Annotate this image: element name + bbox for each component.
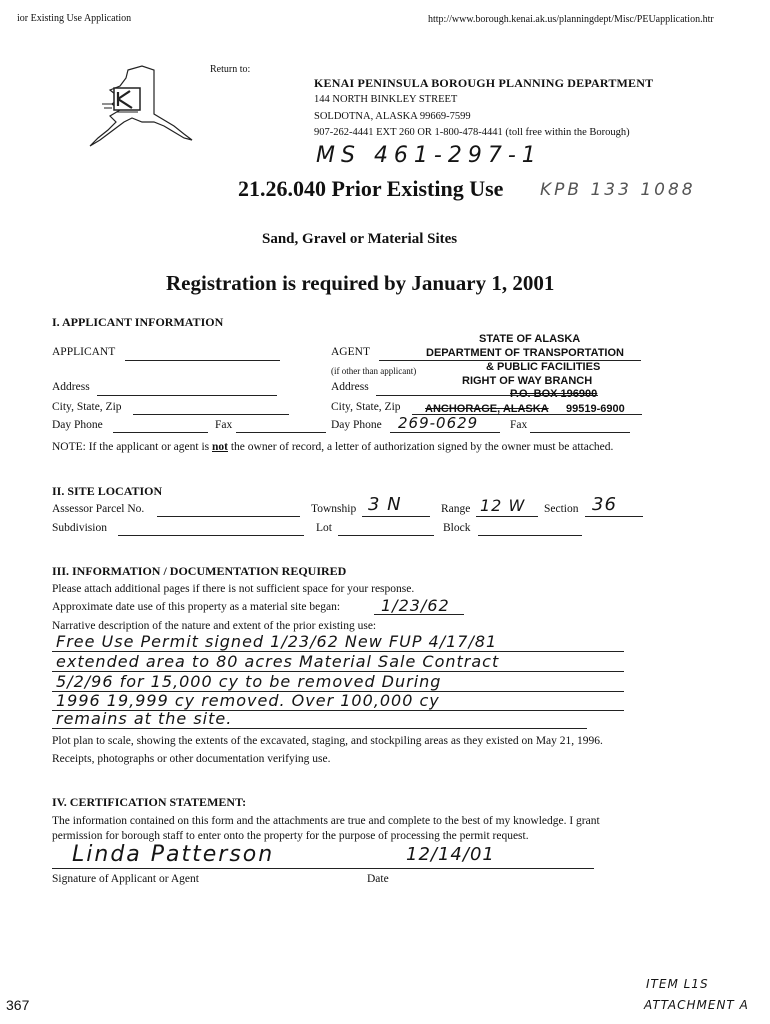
return-city: SOLDOTNA, ALASKA 99669-7599 — [314, 111, 471, 122]
receipts-requirement: Receipts, photographs or other documentation verifying use. — [52, 753, 331, 765]
date-field[interactable] — [366, 868, 594, 869]
section3-heading: III. INFORMATION / DOCUMENTATION REQUIRED — [52, 564, 347, 578]
owner-note: NOTE: If the applicant or agent is not the owner of record, a letter of authorization signed by the owner must be attached. — [52, 441, 614, 453]
township-value: 3 N — [368, 494, 402, 515]
agent-city-label: City, State, Zip — [331, 401, 401, 413]
handwritten-case-number: MS 461-297-1 — [316, 143, 542, 168]
agent-fax-field[interactable] — [530, 432, 630, 433]
approx-date-value: 1/23/62 — [381, 596, 450, 615]
narrative-label: Narrative description of the nature and extent of the prior existing use: — [52, 620, 377, 632]
agent-day-phone-label: Day Phone — [331, 419, 382, 431]
plot-plan-requirement: Plot plan to scale, showing the extents of the excavated, staging, and stockpiling areas as they existed on May 21, 1996. — [52, 735, 603, 747]
parcel-label: Assessor Parcel No. — [52, 503, 145, 515]
agent-stamp-line4: RIGHT OF WAY BRANCH — [462, 375, 593, 387]
form-subtitle: Sand, Gravel or Material Sites — [262, 231, 458, 247]
city-state-zip-label: City, State, Zip — [52, 401, 122, 413]
narrative-text-4: 1996 19,999 cy removed. Over 100,000 cy — [56, 691, 440, 710]
section2-heading: II. SITE LOCATION — [52, 484, 163, 498]
signature-value: Linda Patterson — [72, 842, 275, 867]
approx-date-label: Approximate date use of this property as a material site began: — [52, 601, 341, 613]
alaska-map-logo — [80, 60, 210, 150]
form-title: 21.26.040 Prior Existing Use — [238, 176, 504, 201]
day-phone-field[interactable] — [113, 432, 208, 433]
narrative-text-5: remains at the site. — [56, 709, 233, 728]
parcel-field[interactable] — [157, 516, 300, 517]
agent-stamp-line1: STATE OF ALASKA — [479, 333, 581, 345]
lot-field[interactable] — [338, 535, 434, 536]
township-label: Township — [311, 503, 357, 515]
return-street: 144 NORTH BINKLEY STREET — [314, 94, 458, 105]
certification-line-2: permission for borough staff to enter onto the property for the purpose of processing the permit request. — [52, 830, 529, 842]
section-label: Section — [544, 503, 579, 515]
signature-field[interactable] — [52, 868, 366, 869]
attachment-label: ATTACHMENT A — [644, 998, 749, 1012]
agent-zip-value: 99519-6900 — [566, 403, 625, 415]
agent-city-value: ANCHORAGE, ALASKA — [425, 403, 549, 415]
narrative-text-2: extended area to 80 acres Material Sale Contract — [56, 652, 500, 671]
agent-day-phone-value: 269-0629 — [398, 414, 479, 432]
day-phone-label: Day Phone — [52, 419, 103, 431]
agent-sub-label: (if other than applicant) — [331, 366, 417, 376]
date-value: 12/14/01 — [406, 844, 495, 865]
fax-field[interactable] — [236, 432, 326, 433]
block-field[interactable] — [478, 535, 582, 536]
township-field[interactable] — [362, 516, 430, 517]
fax-label: Fax — [215, 419, 233, 431]
applicant-label: APPLICANT — [52, 346, 116, 358]
range-label: Range — [441, 503, 471, 515]
agent-address-label: Address — [331, 381, 369, 393]
narrative-text-3: 5/2/96 for 15,000 cy to be removed During — [56, 672, 442, 691]
address-label: Address — [52, 381, 90, 393]
narrative-line-5[interactable] — [52, 728, 587, 729]
agent-day-phone-field[interactable] — [390, 432, 500, 433]
return-phone: 907-262-4441 EXT 260 OR 1-800-478-4441 (toll free within the Borough) — [314, 127, 630, 138]
attach-instruction: Please attach additional pages if there is not sufficient space for your response. — [52, 583, 415, 595]
subdivision-field[interactable] — [118, 535, 304, 536]
range-value: 12 W — [480, 496, 526, 515]
agent-stamp-line2: DEPARTMENT OF TRANSPORTATION — [426, 347, 624, 359]
registration-deadline: Registration is required by January 1, 2001 — [166, 271, 555, 295]
city-state-zip-field[interactable] — [133, 414, 289, 415]
agent-address-value: P.O. BOX 196900 — [510, 388, 598, 400]
section-value: 36 — [592, 494, 617, 515]
return-to-label: Return to: — [210, 64, 251, 75]
certification-line-1: The information contained on this form and the attachments are true and complete to the best of my knowledge. I grant — [52, 815, 600, 827]
applicant-field[interactable] — [125, 360, 280, 361]
signature-label: Signature of Applicant or Agent — [52, 873, 199, 885]
header-title: ior Existing Use Application — [17, 13, 132, 24]
agent-fax-label: Fax — [510, 419, 528, 431]
lot-label: Lot — [316, 522, 332, 534]
item-label: ITEM L1S — [646, 977, 709, 991]
agent-label: AGENT — [331, 346, 370, 358]
range-field[interactable] — [476, 516, 538, 517]
agent-stamp-line3: & PUBLIC FACILITIES — [486, 361, 601, 373]
address-field[interactable] — [97, 395, 277, 396]
section1-heading: I. APPLICANT INFORMATION — [52, 315, 224, 329]
section4-heading: IV. CERTIFICATION STATEMENT: — [52, 795, 247, 809]
section-field[interactable] — [585, 516, 643, 517]
kpb-annotation: KPB 133 1088 — [540, 180, 696, 200]
narrative-text-1: Free Use Permit signed 1/23/62 New FUP 4/17/81 — [56, 632, 498, 651]
subdivision-label: Subdivision — [52, 522, 107, 534]
block-label: Block — [443, 522, 471, 534]
planning-dept-name: KENAI PENINSULA BOROUGH PLANNING DEPARTMENT — [314, 76, 654, 90]
page-number: 367 — [6, 997, 30, 1013]
date-label: Date — [367, 873, 389, 885]
header-url: http://www.borough.kenai.ak.us/planningdept/Misc/PEUapplication.htr — [428, 14, 714, 25]
